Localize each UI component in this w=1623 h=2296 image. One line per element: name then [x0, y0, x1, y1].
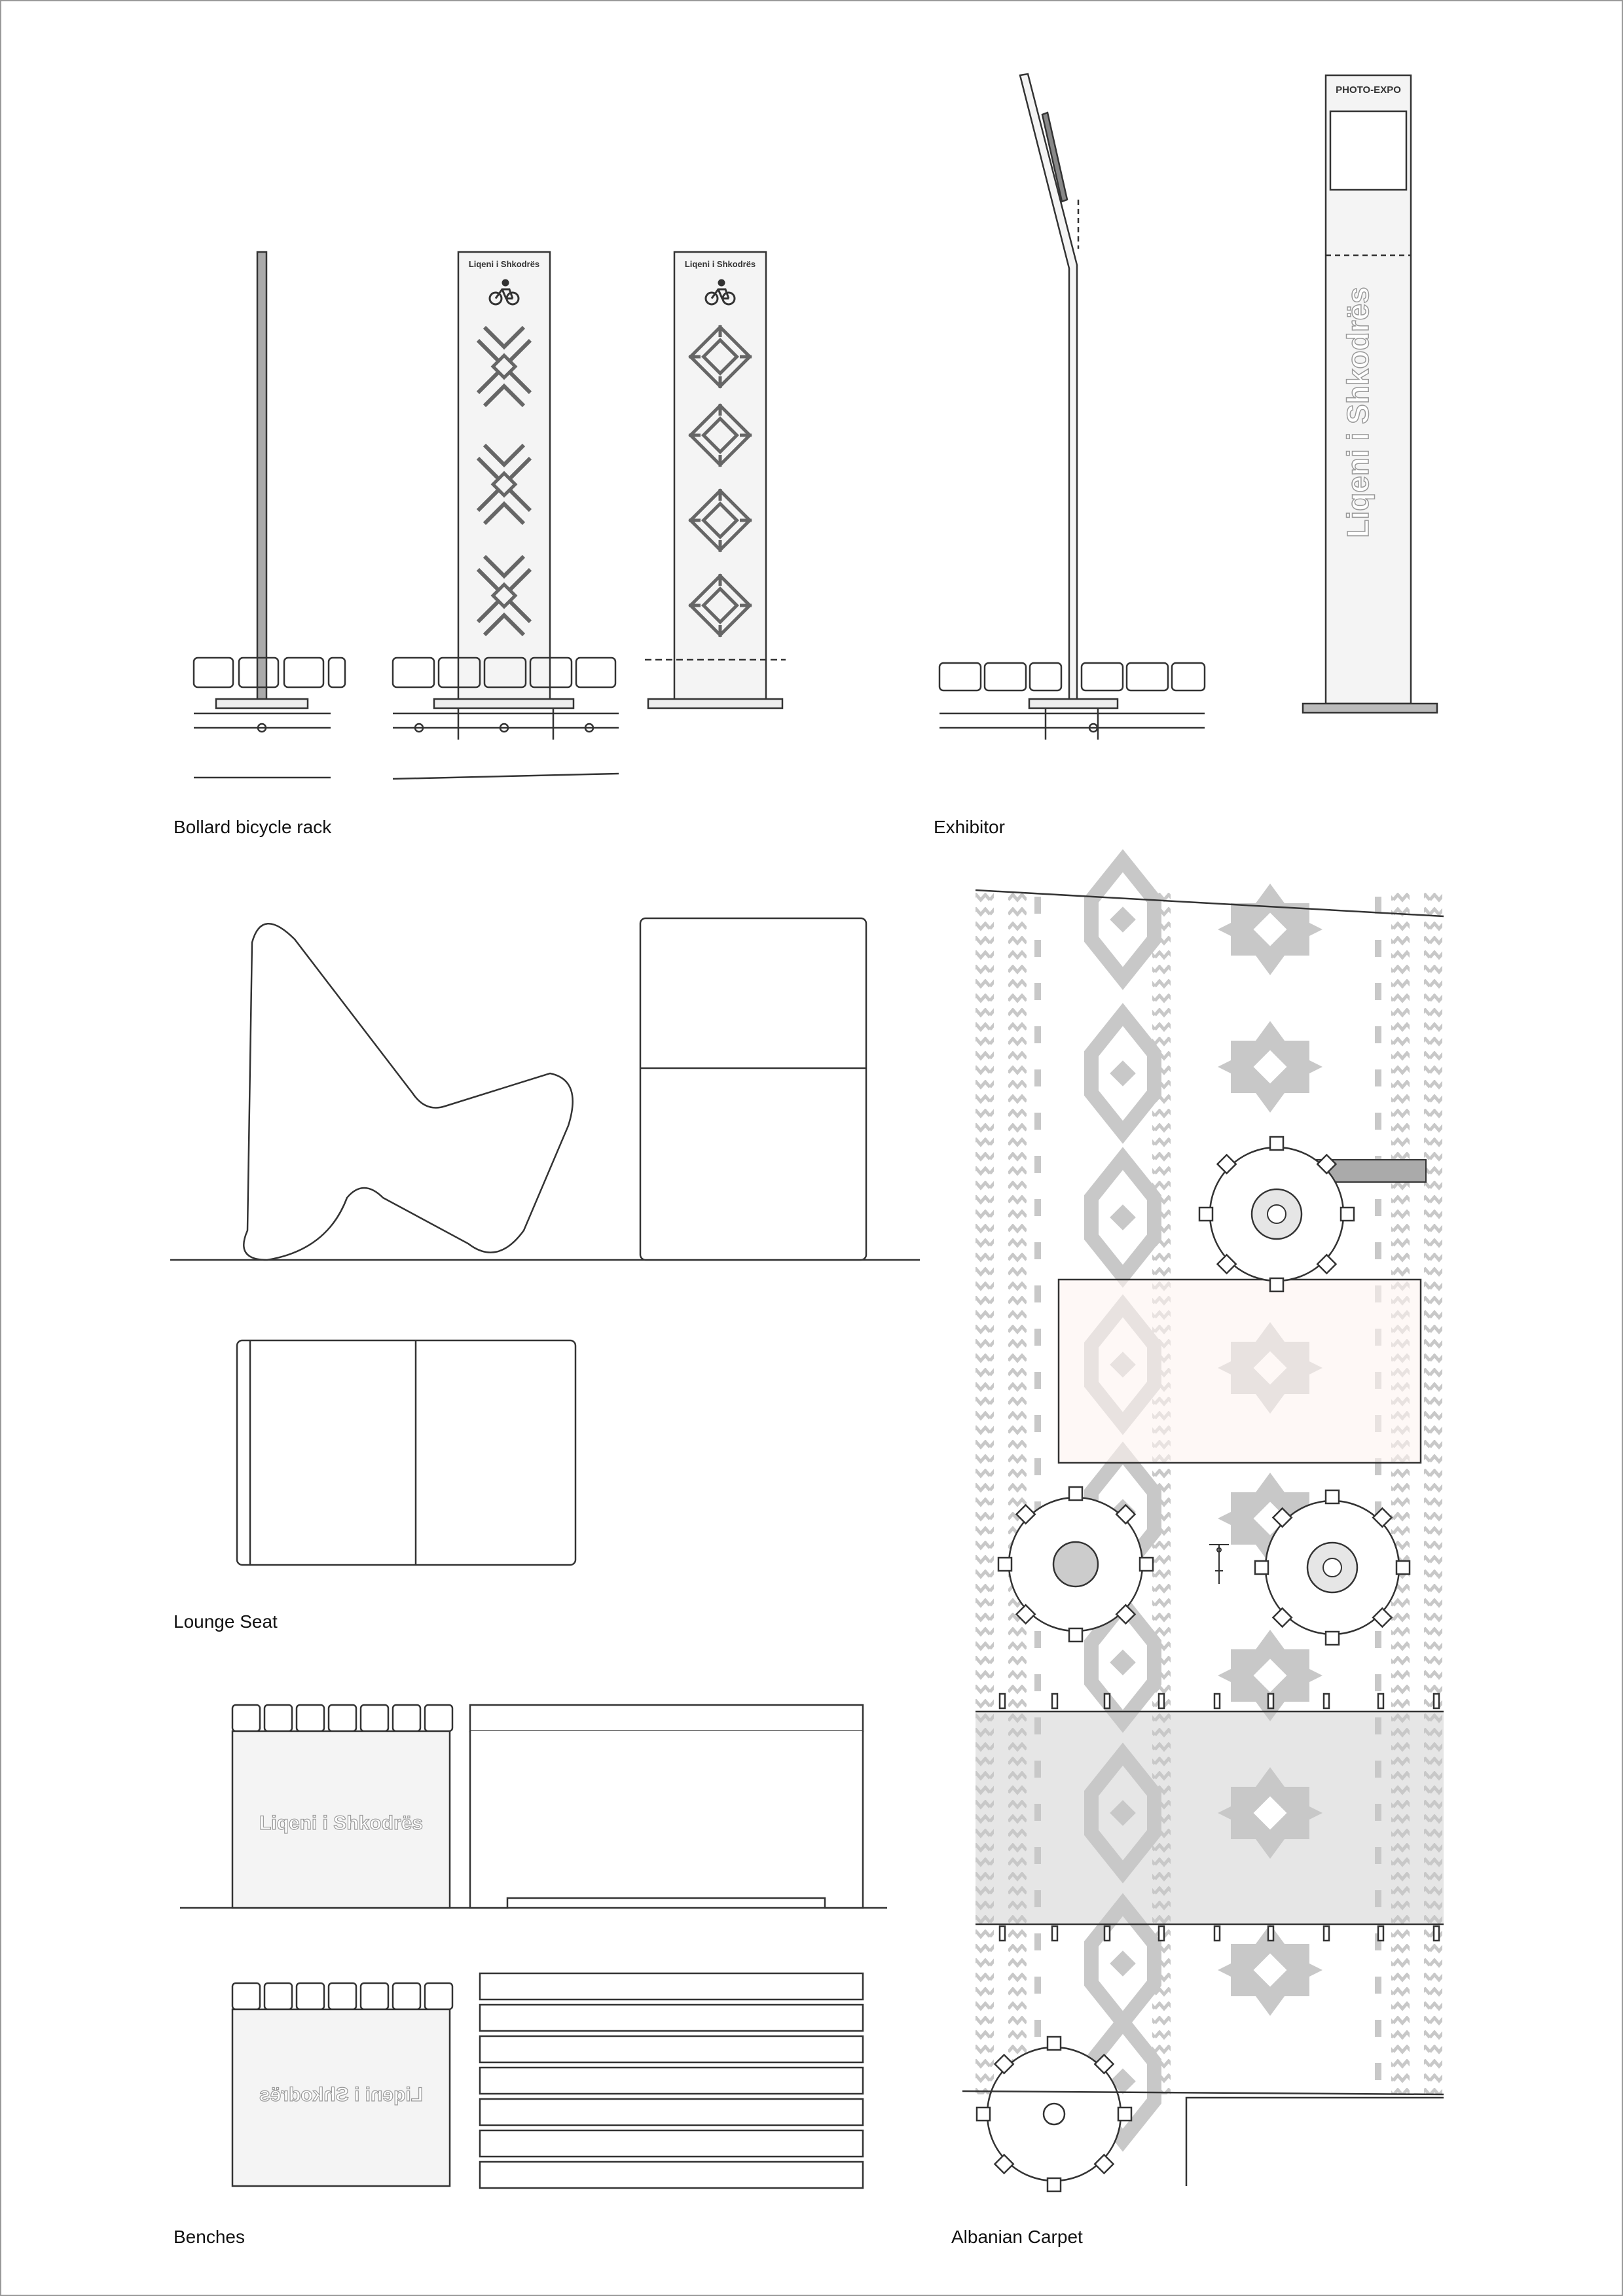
bollard-front-header: Liqeni i Shkodrës	[468, 259, 540, 269]
lounge-front-view	[640, 918, 866, 1260]
bench-front-text: Liqeni i Shkodrës	[259, 1812, 424, 1834]
bench-front-slats	[232, 1705, 452, 1731]
caption-benches: Benches	[173, 2227, 245, 2247]
caption-lounge: Lounge Seat	[173, 1611, 278, 1632]
cog-tree-icon	[977, 2037, 1131, 2191]
lounge-side-profile	[244, 924, 572, 1260]
bollard-back-header: Liqeni i Shkodrës	[684, 259, 756, 269]
carpet-band	[976, 1712, 1444, 1924]
exhibitor-pole	[1020, 74, 1077, 704]
lounge-section	[170, 918, 920, 1565]
carpet-section	[962, 861, 1444, 2191]
bench-back-slats	[232, 1983, 452, 2009]
caption-carpet: Albanian Carpet	[951, 2227, 1083, 2247]
cog-tree-icon	[1255, 1490, 1410, 1645]
bench-back-text: Liqeni i Shkodrës	[259, 2084, 424, 2106]
bench-side-top	[470, 1705, 863, 1731]
cog-tree-icon	[998, 1487, 1153, 1641]
bollard-side-pole	[257, 252, 266, 704]
bench-top-slats	[480, 1973, 863, 2188]
caption-bollard: Bollard bicycle rack	[173, 817, 332, 837]
bench-side-body	[470, 1731, 863, 1908]
bollard-front-panel	[458, 252, 550, 704]
exhibitor-vertical-text: Liqeni i Shkodrës	[1341, 287, 1375, 538]
benches-section	[180, 1705, 887, 2188]
paving-stones-1	[194, 658, 345, 687]
photo-frame	[1330, 111, 1406, 190]
cog-tree-icon	[1199, 1137, 1354, 1291]
caption-exhibitor: Exhibitor	[934, 817, 1005, 837]
carpet-lounge-plan	[1059, 1280, 1421, 1463]
photo-expo-label: PHOTO-EXPO	[1336, 84, 1401, 96]
lounge-top-view	[237, 1340, 575, 1565]
